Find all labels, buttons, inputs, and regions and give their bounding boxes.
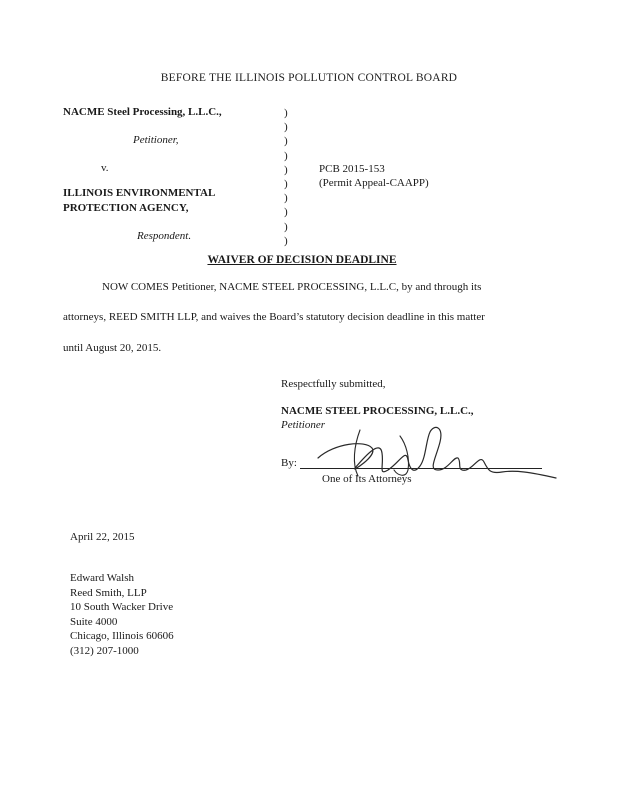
signer-caption: One of Its Attorneys	[322, 473, 412, 485]
caption-paren: )	[284, 107, 288, 119]
attorney-address-block	[70, 571, 174, 658]
attorney-city: Chicago, Illinois 60606	[70, 630, 174, 642]
document-date: April 22, 2015	[70, 531, 135, 543]
attorney-phone: (312) 207-1000	[70, 644, 139, 657]
caption-paren: )	[284, 163, 288, 176]
caption-paren: )	[284, 149, 288, 162]
respondent-role: Respondent.	[137, 230, 192, 242]
body-line-1: NOW COMES Petitioner, NACME STEEL PROCESSING, L.L.C, by and through its	[102, 281, 482, 293]
caption-paren-column	[284, 106, 294, 248]
body-line-2: attorneys, REED SMITH LLP, and waives the Board’s statutory decision deadline in this matter	[63, 311, 485, 323]
attorney-suite: Suite 4000	[70, 615, 118, 628]
caption-paren: )	[284, 206, 288, 219]
petitioner-name: NACME Steel Processing, L.L.C.,	[63, 106, 222, 118]
body-line-3: until August 20, 2015.	[63, 342, 162, 354]
attorney-firm: Reed Smith, LLP	[70, 586, 147, 599]
versus-label: v.	[101, 162, 109, 174]
signing-party-role: Petitioner	[281, 419, 325, 431]
respondent-name-line2: PROTECTION AGENCY,	[63, 202, 189, 214]
by-label: By:	[281, 457, 297, 469]
caption-paren: )	[284, 177, 288, 190]
attorney-street: 10 South Wacker Drive	[70, 601, 174, 613]
document-heading: WAIVER OF DECISION DEADLINE	[207, 254, 397, 266]
attorney-name: Edward Walsh	[70, 572, 134, 584]
caption-paren: )	[284, 220, 288, 233]
signing-party-name: NACME STEEL PROCESSING, L.L.C.,	[281, 405, 474, 417]
respondent-name-line1: ILLINOIS ENVIRONMENTAL	[63, 187, 216, 199]
petitioner-role: Petitioner,	[133, 134, 179, 146]
case-number-block	[319, 162, 429, 190]
caption-paren: )	[284, 135, 288, 148]
case-type: (Permit Appeal-CAAPP)	[319, 177, 429, 189]
case-number: PCB 2015-153	[319, 163, 385, 175]
caption-paren: )	[284, 121, 288, 134]
closing-phrase: Respectfully submitted,	[281, 378, 386, 390]
caption-paren: )	[284, 192, 288, 205]
court-title: BEFORE THE ILLINOIS POLLUTION CONTROL BOARD	[160, 72, 458, 84]
caption-paren: )	[284, 234, 288, 247]
